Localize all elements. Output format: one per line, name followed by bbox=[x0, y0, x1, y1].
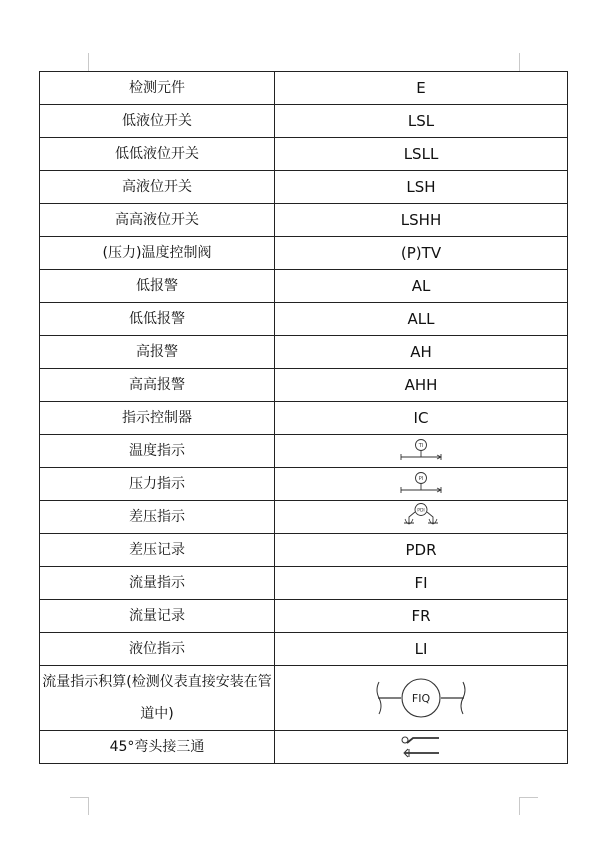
differential-pressure-indicator-icon bbox=[397, 503, 445, 531]
table-row bbox=[40, 567, 568, 600]
crop-mark-top-left-v bbox=[88, 53, 89, 71]
symbol-cell bbox=[275, 501, 568, 534]
table-row bbox=[40, 731, 568, 764]
term-cell: 高报警 bbox=[40, 336, 275, 369]
elbow-45-tee-icon bbox=[399, 733, 443, 761]
table-row bbox=[40, 138, 568, 171]
table-row bbox=[40, 402, 568, 435]
term-cell: 低报警 bbox=[40, 270, 275, 303]
instrument-symbol-table bbox=[39, 71, 568, 764]
term-cell: 温度指示 bbox=[40, 435, 275, 468]
term-cell: 指示控制器 bbox=[40, 402, 275, 435]
table-row bbox=[40, 204, 568, 237]
table-row bbox=[40, 435, 568, 468]
pressure-indicator-icon bbox=[397, 471, 445, 497]
symbol-cell bbox=[275, 731, 568, 764]
term-cell: 液位指示 bbox=[40, 633, 275, 666]
term-cell: (压力)温度控制阀 bbox=[40, 237, 275, 270]
table-row bbox=[40, 303, 568, 336]
code-cell: LSLL bbox=[275, 138, 568, 171]
code-cell: E bbox=[275, 72, 568, 105]
crop-mark-bottom-left-v bbox=[88, 797, 89, 815]
term-cell: 流量记录 bbox=[40, 600, 275, 633]
table-row bbox=[40, 237, 568, 270]
code-cell: LSH bbox=[275, 171, 568, 204]
table-row bbox=[40, 369, 568, 402]
table-row bbox=[40, 336, 568, 369]
term-cell: 高液位开关 bbox=[40, 171, 275, 204]
table-row bbox=[40, 105, 568, 138]
term-cell: 流量指示 bbox=[40, 567, 275, 600]
symbol-cell bbox=[275, 435, 568, 468]
table-row bbox=[40, 72, 568, 105]
term-cell: 压力指示 bbox=[40, 468, 275, 501]
differential-pressure-symbol-text: PDI bbox=[417, 508, 425, 514]
term-cell: 低低液位开关 bbox=[40, 138, 275, 171]
code-cell: FR bbox=[275, 600, 568, 633]
code-cell: (P)TV bbox=[275, 237, 568, 270]
crop-mark-bottom-right-v bbox=[519, 797, 520, 815]
code-cell: FI bbox=[275, 567, 568, 600]
term-cell: 检测元件 bbox=[40, 72, 275, 105]
term-cell: 高高报警 bbox=[40, 369, 275, 402]
table-row bbox=[40, 270, 568, 303]
table-row bbox=[40, 666, 568, 731]
inline-flow-totalizer-icon bbox=[373, 676, 469, 720]
code-cell: AHH bbox=[275, 369, 568, 402]
table-row bbox=[40, 468, 568, 501]
code-cell: LSL bbox=[275, 105, 568, 138]
term-cell: 差压记录 bbox=[40, 534, 275, 567]
code-cell: LSHH bbox=[275, 204, 568, 237]
table-row bbox=[40, 534, 568, 567]
table-row bbox=[40, 501, 568, 534]
term-cell: 流量指示积算(检测仪表直接安装在管道中) bbox=[40, 666, 275, 731]
code-cell: AH bbox=[275, 336, 568, 369]
code-cell: PDR bbox=[275, 534, 568, 567]
code-cell: IC bbox=[275, 402, 568, 435]
term-cell: 低低报警 bbox=[40, 303, 275, 336]
term-cell: 低液位开关 bbox=[40, 105, 275, 138]
table-row bbox=[40, 171, 568, 204]
crop-mark-bottom-left-h bbox=[70, 797, 88, 798]
code-cell: LI bbox=[275, 633, 568, 666]
crop-mark-bottom-right-h bbox=[520, 797, 538, 798]
pressure-indicator-symbol-text: PI bbox=[418, 476, 424, 482]
code-cell: ALL bbox=[275, 303, 568, 336]
flow-totalizer-symbol-text: FIQ bbox=[411, 692, 431, 705]
temperature-indicator-symbol-text: TI bbox=[418, 443, 424, 449]
term-cell: 高高液位开关 bbox=[40, 204, 275, 237]
table-row bbox=[40, 600, 568, 633]
term-cell: 差压指示 bbox=[40, 501, 275, 534]
crop-mark-top-right-v bbox=[519, 53, 520, 71]
symbol-cell bbox=[275, 666, 568, 731]
symbol-cell bbox=[275, 468, 568, 501]
table-row bbox=[40, 633, 568, 666]
code-cell: AL bbox=[275, 270, 568, 303]
term-cell: 45°弯头接三通 bbox=[40, 731, 275, 764]
temperature-indicator-icon bbox=[397, 438, 445, 464]
